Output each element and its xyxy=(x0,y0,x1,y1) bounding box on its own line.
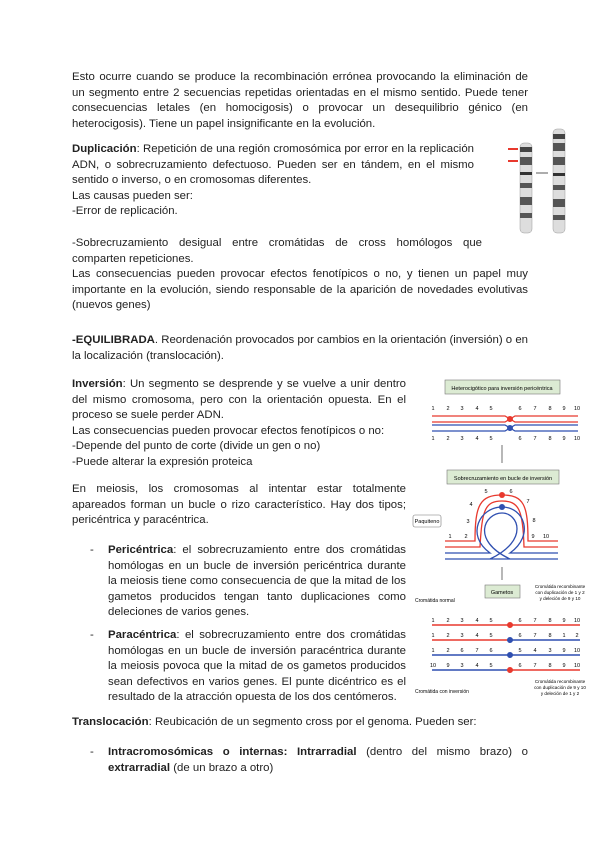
bullet-pericentrica xyxy=(90,543,406,621)
text: : Reubicación de un segmento cross por el genoma. Pueden ser: xyxy=(148,716,477,728)
text: -Error de replicación. xyxy=(72,205,178,218)
gamete-locus-number: 5 xyxy=(518,648,522,654)
locus-number: 3 xyxy=(460,406,464,412)
label-cromatida-inversion: Cromátida con inversión xyxy=(415,689,469,695)
chromosome-duplication-figure xyxy=(478,125,568,240)
gamete-locus-number: 8 xyxy=(548,618,552,624)
gamete-locus-number: 1 xyxy=(562,633,566,639)
gamete-locus-number: 1 xyxy=(431,648,435,654)
term-paracentrica: Paracéntrica xyxy=(108,629,177,641)
inversion-diagram xyxy=(410,375,600,705)
text: : Repetición de una región cromosómica por error en la replicación ADN, o sobrecruzamiento defectuoso. Pueden ser en tándem, en el mismo sentido o inverso, o en cromosomas diferentes. xyxy=(72,143,474,187)
locus-number: 2 xyxy=(446,406,450,412)
bullet-dash: - xyxy=(90,544,94,556)
text: : Un segmento se desprende y se vuelve a unir dentro del mismo cromosoma, pero con la orientación opuesta. En el proceso se suele perder ADN. xyxy=(72,378,406,422)
gamete-locus-number: 2 xyxy=(575,633,579,639)
term-translocacion: Translocación xyxy=(72,716,149,728)
gamete-locus-number: 4 xyxy=(475,663,479,669)
gamete-locus-number: 9 xyxy=(446,663,450,669)
term-inversion: Inversión xyxy=(72,378,123,390)
gamete-locus-number: 10 xyxy=(573,663,581,669)
gamete-locus-number: 6 xyxy=(460,648,464,654)
text: . Reordenación provocados por cambios en la orientación (inversión) o en la localización (translocación). xyxy=(72,334,528,362)
gamete-locus-number: 1 xyxy=(431,633,435,639)
gamete-locus-number: 6 xyxy=(518,618,522,624)
text: (dentro del mismo brazo) o xyxy=(356,746,528,758)
text: : el sobrecruzamiento entre dos cromátidas homólogas en un bucle de inversión pericéntrica durante la meiosis tiene como consecuencia de que la mitad de los gametos producidos tengan tanto duplicaciones como deleciones de varios genes. xyxy=(108,544,406,619)
paragraph-duplication xyxy=(72,142,474,220)
text: Las consecuencias pueden provocar efectos fenotípicos o no, y tienen un papel muy importante en la evolución, siendo responsable de la aparición de novedades evolutivas (nuevos genes) xyxy=(72,268,528,312)
gamete-locus-number: 7 xyxy=(533,618,537,624)
paragraph-meiosis xyxy=(72,482,406,529)
gamete-locus-number: 4 xyxy=(475,633,479,639)
locus-number: 1 xyxy=(431,406,435,412)
gamete-locus-number: 6 xyxy=(518,663,522,669)
gamete-locus-number: 4 xyxy=(475,618,479,624)
gamete-locus-number: 2 xyxy=(446,633,450,639)
gamete-locus-number: 2 xyxy=(446,648,450,654)
heading-equilibrada: -EQUILIBRADA xyxy=(72,334,155,346)
bullet-dash: - xyxy=(90,629,94,641)
gamete-locus-number: 7 xyxy=(475,648,479,654)
text: En meiosis, los cromosomas al intentar estar totalmente apareados forman un bucle o rizo característico. Hay dos tipos; pericéntrica y paracéntrica. xyxy=(72,483,406,527)
loop-locus-number: 2 xyxy=(464,534,468,540)
paragraph-inversion xyxy=(72,377,406,471)
locus-number: 8 xyxy=(548,406,552,412)
text: Las causas pueden ser: xyxy=(72,189,193,202)
term-duplicacion: Duplicación xyxy=(72,143,137,155)
locus-number: 1 xyxy=(431,436,435,442)
text: -Sobrecruzamiento desigual entre cromátidas de cross homólogos que comparten repeticiones. xyxy=(72,237,482,265)
locus-number: 9 xyxy=(562,436,566,442)
text: -Depende del punto de corte (divide un gen o no) xyxy=(72,440,321,453)
gamete-locus-number: 7 xyxy=(533,663,537,669)
gamete-centromere xyxy=(507,622,513,628)
label-recombinante-2: y deleción de 1 y 2 xyxy=(540,691,580,696)
paragraph-deletion xyxy=(72,70,528,132)
gamete-locus-number: 10 xyxy=(573,618,581,624)
locus-number: 5 xyxy=(489,406,493,412)
gamete-locus-number: 4 xyxy=(533,648,537,654)
label-recombinante-1: con duplicación de 1 y 2 xyxy=(535,590,585,595)
gamete-locus-number: 3 xyxy=(460,633,464,639)
gamete-centromere xyxy=(507,652,513,658)
bullet-intracromosomicas xyxy=(90,745,528,776)
gamete-locus-number: 6 xyxy=(489,648,493,654)
gamete-locus-number: 2 xyxy=(446,618,450,624)
locus-number: 4 xyxy=(475,406,479,412)
paragraph-sobrecruzamiento xyxy=(72,236,528,314)
locus-number: 10 xyxy=(573,406,581,412)
locus-number: 10 xyxy=(573,436,581,442)
locus-number: 8 xyxy=(548,436,552,442)
locus-number: 2 xyxy=(446,436,450,442)
text: Esto ocurre cuando se produce la recombinación errónea provocando la eliminación de un segmento entre 2 secuencias repetidas orientadas en el mismo sentido. Puede tener consecuencias letales (en homocigosis) o provocar un desequilibrio génico (en heterocigosis). Tiene un papel insignificante en la evolución. xyxy=(72,71,528,130)
box-heterocigotico-label: Heterocigótico para inversión pericéntrica xyxy=(451,386,553,392)
gamete-locus-number: 8 xyxy=(548,633,552,639)
centromere-blue xyxy=(499,504,505,510)
label-recombinante-1: y deleción de 9 y 10 xyxy=(539,596,581,601)
gamete-locus-number: 5 xyxy=(489,618,493,624)
text: (de un brazo a otro) xyxy=(170,761,274,774)
centromere-blue xyxy=(507,425,513,431)
locus-number: 4 xyxy=(475,436,479,442)
gamete-locus-number: 1 xyxy=(431,618,435,624)
box-gametos-label: Gametos xyxy=(490,590,514,596)
locus-number: 7 xyxy=(533,436,537,442)
text: Las consecuencias pueden provocar efectos fenotípicos o no: xyxy=(72,424,385,437)
gamete-locus-number: 9 xyxy=(562,618,566,624)
gamete-locus-number: 3 xyxy=(460,663,464,669)
label-recombinante-2: con duplicación de 9 y 10 xyxy=(534,685,586,690)
locus-number: 9 xyxy=(562,406,566,412)
gamete-locus-number: 3 xyxy=(548,648,552,654)
gamete-centromere xyxy=(507,667,513,673)
gamete-locus-number: 9 xyxy=(562,648,566,654)
locus-number: 3 xyxy=(460,436,464,442)
loop-locus-number: 8 xyxy=(532,518,536,524)
gamete-locus-number: 7 xyxy=(533,633,537,639)
centromere-red xyxy=(499,492,505,498)
text: -Puede alterar la expresión proteica xyxy=(72,455,253,468)
bullet-dash: - xyxy=(90,746,94,758)
loop-locus-number: 5 xyxy=(484,489,488,495)
locus-number: 7 xyxy=(533,406,537,412)
locus-number: 6 xyxy=(518,406,522,412)
loop-locus-number: 4 xyxy=(469,502,473,508)
term-extrarradial: extrarradial xyxy=(108,761,171,774)
gamete-locus-number: 10 xyxy=(573,648,581,654)
gamete-locus-number: 5 xyxy=(489,633,493,639)
paragraph-equilibrada xyxy=(72,333,528,364)
label-recombinante-2: Cromátida recombinante xyxy=(534,679,586,684)
blue-chromosome xyxy=(432,425,578,431)
gamete-locus-number: 6 xyxy=(518,633,522,639)
bullet-paracentrica xyxy=(90,628,406,706)
gamete-locus-number: 3 xyxy=(460,618,464,624)
paquiteno-label: Paquiteno xyxy=(414,519,440,525)
term-intracromosomicas: Intracromosómicas o internas: Intrarradial xyxy=(108,746,357,758)
loop-locus-number: 10 xyxy=(542,534,550,540)
loop-locus-number: 3 xyxy=(466,519,470,525)
centromere-red xyxy=(507,416,513,422)
loop-locus-number: 7 xyxy=(526,499,530,505)
gamete-locus-number: 10 xyxy=(429,663,437,669)
text: : el sobrecruzamiento entre dos cromátidas homólogas en un bucle de inversión paracéntrica durante la meiosis povoca que la mitad de os gametos producidos sean defectivos en varios genes. El punte dicéntrico es el resultado de la atracción opuesta de los dos centómeros. xyxy=(108,629,406,704)
red-arrow-icon xyxy=(508,149,518,161)
chromosome-duplicated xyxy=(553,129,565,233)
gamete-locus-number: 9 xyxy=(562,663,566,669)
term-pericentrica: Pericéntrica xyxy=(108,544,174,556)
label-cromatida-normal: Cromátida normal xyxy=(415,598,455,604)
loop-locus-number: 6 xyxy=(509,489,513,495)
chromosome-original xyxy=(520,143,532,233)
gamete-centromere xyxy=(507,637,513,643)
paragraph-translocacion xyxy=(72,715,528,731)
locus-number: 6 xyxy=(518,436,522,442)
label-recombinante-1: Cromátida recombinante xyxy=(534,584,586,589)
box-sobrecruzamiento-label: Sobrecruzamiento en bucle de inversión xyxy=(453,476,553,482)
locus-number: 5 xyxy=(489,436,493,442)
gamete-locus-number: 8 xyxy=(548,663,552,669)
loop-locus-number: 1 xyxy=(448,534,452,540)
red-chromosome xyxy=(432,416,578,422)
gamete-locus-number: 5 xyxy=(489,663,493,669)
loop-locus-number: 9 xyxy=(531,534,535,540)
